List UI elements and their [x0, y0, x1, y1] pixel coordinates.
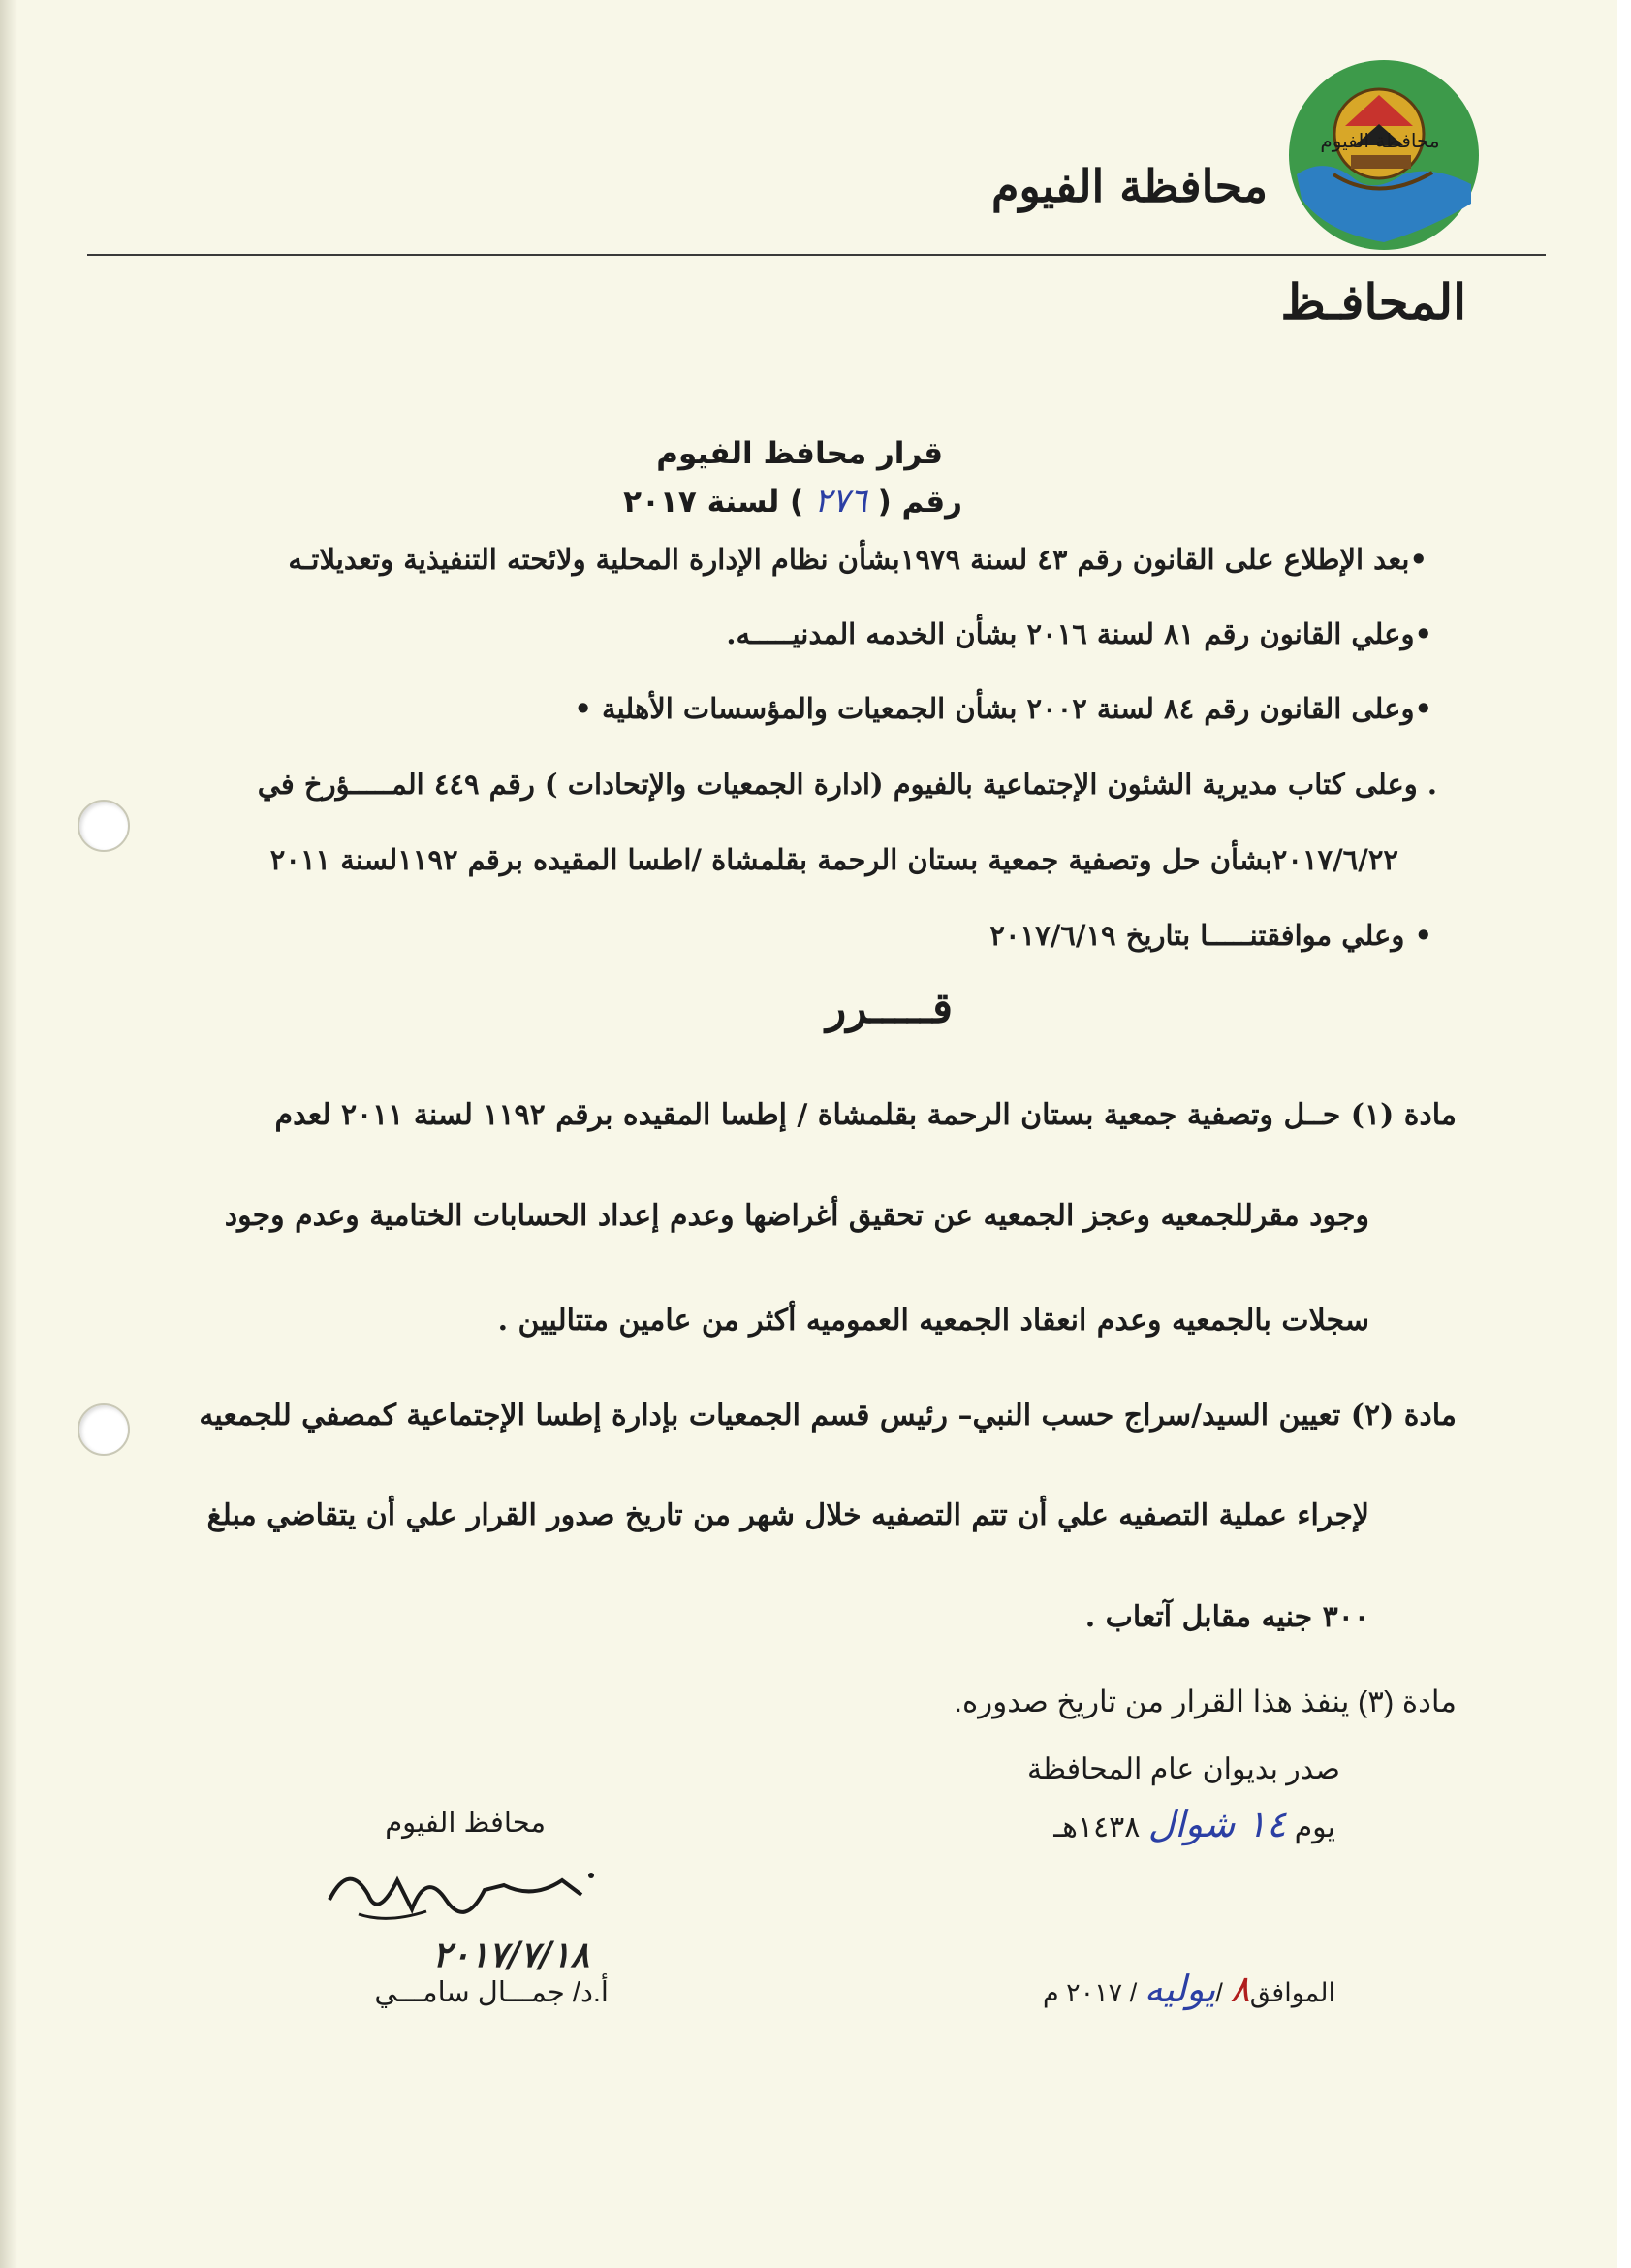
seal-text: محافظة الفيوم	[1320, 129, 1440, 152]
preamble-line: ٢٠١٧/٦/٢٢بشأن حل وتصفية جمعية بستان الرحمة بقلمشاة /اطسا المقيده برقم ١١٩٢لسنة ٢٠١١	[269, 843, 1398, 876]
article-1-line: مادة (١) حــل وتصفية جمعية بستان الرحمة بقلمشاة / إطسا المقيده برقم ١١٩٢ لسنة ٢٠١١ لعدم	[274, 1098, 1457, 1132]
preamble-line: •بعد الإطلاع على القانون رقم ٤٣ لسنة ١٩٧٩بشأن نظام الإدارة المحلية ولائحته التنفيذية وتعديلاتـه	[288, 543, 1427, 576]
article-1-line: سجلات بالجمعيه وعدم انعقاد الجمعيه العموميه أكثر من عامين متتاليين .	[497, 1304, 1369, 1338]
gregorian-prefix: الموافق	[1249, 1978, 1335, 2007]
hijri-day-handwritten: ١٤ شوال	[1147, 1803, 1287, 1845]
article-2-line: ٣٠٠ جنيه مقابل آتعاب .	[1084, 1600, 1369, 1634]
header-rule	[87, 254, 1546, 256]
hijri-year: ١٤٣٨هـ	[1053, 1811, 1141, 1843]
gregorian-month-handwritten: يوليه	[1144, 1968, 1216, 2010]
office-title: المحافـظ	[1280, 273, 1466, 331]
scan-right-edge	[1617, 0, 1631, 2268]
hijri-date-line	[1053, 1803, 1335, 1845]
decree-number-suffix: ) لسنة ٢٠١٧	[623, 485, 804, 520]
preamble-line: • وعلي موافقتنـــــا بتاريخ ٢٠١٧/٦/١٩	[989, 919, 1432, 952]
issued-at-line: صدر بديوان عام المحافظة	[1027, 1753, 1340, 1785]
scan-edge-shadow	[0, 0, 17, 2268]
signature-scribble	[320, 1842, 611, 1948]
preamble-line: •وعلي القانون رقم ٨١ لسنة ٢٠١٦ بشأن الخدمه المدنيـــــه.	[726, 617, 1432, 650]
article-2-line: لإجراء عملية التصفيه علي أن تتم التصفيه خلال شهر من تاريخ صدور القرار علي أن يتقاضي مبلغ	[206, 1498, 1369, 1532]
decree-number-handwritten: ٢٧٦	[813, 482, 867, 520]
decree-number	[623, 482, 962, 520]
decree-number-prefix: رقم (	[877, 485, 962, 520]
punch-hole-top	[78, 800, 130, 852]
article-1-line: وجود مقرللجمعيه وعجز الجمعيه عن تحقيق أغراضها وعدم إعداد الحسابات الختامية وعدم وجود	[224, 1199, 1369, 1233]
gregorian-year: / ٢٠١٧ م	[1042, 1978, 1138, 2007]
signatory-title: محافظ الفيوم	[385, 1808, 546, 1839]
signatory-name: أ.د/ جمـــال سامـــي	[374, 1977, 609, 2008]
article-3-line: مادة (٣) ينفذ هذا القرار من تاريخ صدوره.	[954, 1685, 1457, 1718]
gregorian-date-line: الموافق٨ /يوليه / ٢٠١٧ م	[1042, 1968, 1335, 2010]
day-prefix: يوم	[1294, 1811, 1335, 1843]
fayoum-seal-logo	[1287, 58, 1481, 252]
punch-hole-bottom	[78, 1403, 130, 1456]
article-2-line: مادة (٢) تعيين السيد/سراج حسب النبي– رئيس قسم الجمعيات بإدارة إطسا الإجتماعية كمصفي للجمعيه	[199, 1399, 1457, 1433]
decided-heading: قـــــرر	[825, 984, 953, 1033]
preamble-line: . وعلى كتاب مديرية الشئون الإجتماعية بالفيوم (ادارة الجمعيات والإتحادات ) رقم ٤٤٩ المـــــؤرخ في	[257, 768, 1437, 801]
preamble-line: •وعلى القانون رقم ٨٤ لسنة ٢٠٠٢ بشأن الجمعيات والمؤسسات الأهلية •	[574, 692, 1432, 725]
governorate-name: محافظة الفيوم	[991, 160, 1268, 212]
signature-date-handwritten: ٢٠١٧/٧/١٨	[432, 1935, 589, 1975]
decree-title: قرار محافظ الفيوم	[656, 436, 943, 471]
gregorian-day-handwritten: ٨	[1230, 1968, 1250, 2010]
